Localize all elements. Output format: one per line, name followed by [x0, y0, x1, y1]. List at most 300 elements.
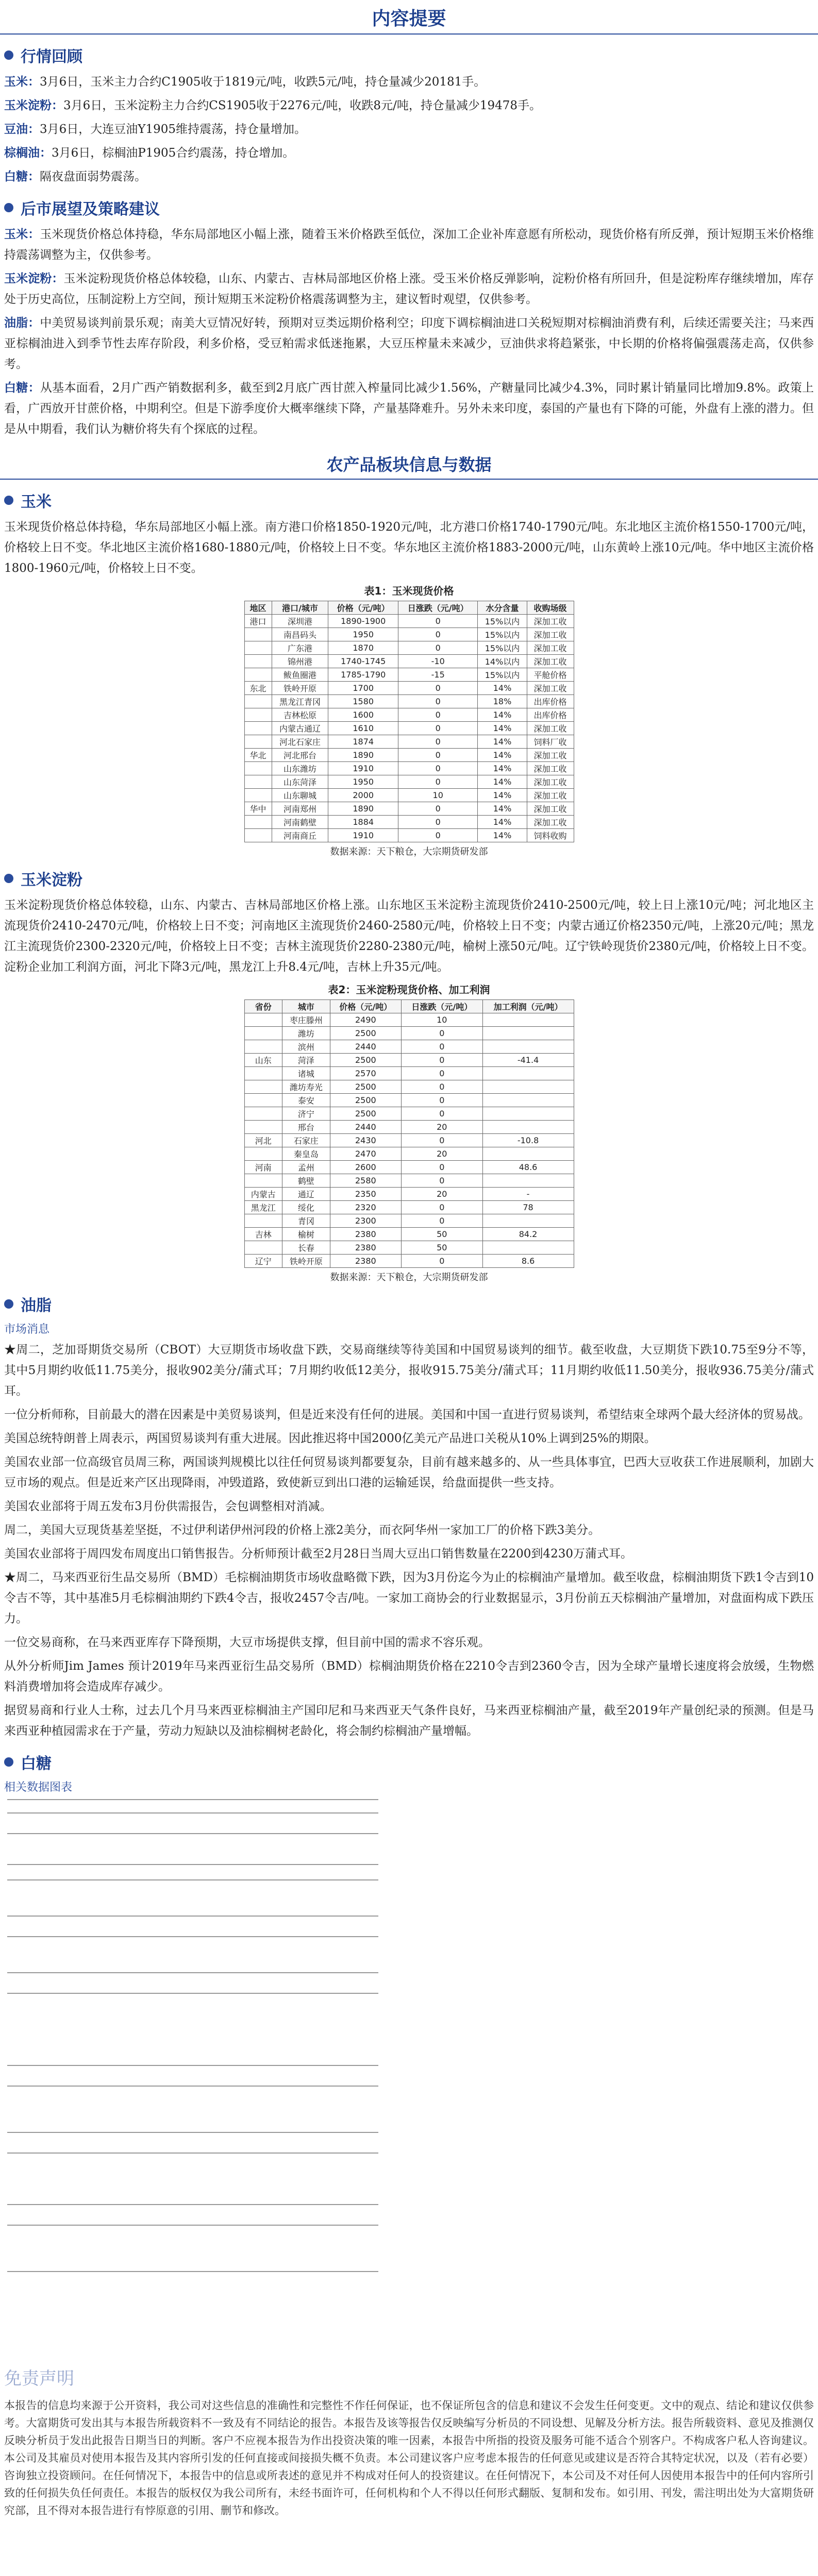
section-outlook — [4, 196, 818, 219]
table-cell: 榆树 — [282, 1228, 330, 1241]
table-cell: 秦皇岛 — [282, 1147, 330, 1161]
section-title: 玉米淀粉 — [21, 871, 82, 889]
table-cell: 20 — [402, 1121, 483, 1134]
table-cell: - — [482, 1188, 574, 1201]
table-cell: -41.4 — [482, 1054, 574, 1067]
corn-text: 玉米现货价格总体持稳，华东局部地区小幅上涨。南方港口价格1850-1920元/吨，北方港口价格1740-1790元/吨。东北地区主流价格1550-1700元/吨，价格较上日不变。华北地区主流价格1680-1880元/吨，价格较上日不变。华东地区主流价格1883-2000元/吨，山东黄岭上涨10元/吨。华中地区主流价格1800-1960元/吨，价格较上日不变。 — [4, 520, 814, 575]
table-header: 收购场级 — [527, 601, 574, 615]
table-cell: 黑龙江青冈 — [272, 695, 328, 708]
table-cell: 泰安 — [282, 1094, 330, 1107]
table-cell: 河北 — [244, 1134, 282, 1147]
starch-text: 玉米淀粉现货价格总体较稳，山东、内蒙古、吉林局部地区价格上涨。山东地区玉米淀粉主流现货价2410-2500元/吨，较上日上涨10元/吨；河北地区主流现货价2410-2470元/吨，价格较上日不变；河南地区主流现货价2460-2580元/吨，价格较上日不变；内蒙古通辽价格2350元/吨，上涨20元/吨；黑龙江主流现货价2300-2320元/吨，价格较上日不变；吉林主流现货价2280-2380元/吨，榆树上涨50元/吨。辽宁铁岭现货价2380元/吨，价格较上日不变。淀粉企业加工利润方面，河北下降3元/吨，黑龙江上升8.4元/吨，吉林上升35元/吨。 — [4, 899, 814, 974]
table-cell: 14% — [478, 708, 527, 722]
table-row — [244, 695, 574, 708]
table-cell: 0 — [402, 1094, 483, 1107]
table-cell: 铁岭开原 — [282, 1255, 330, 1268]
table-cell: 广东港 — [272, 641, 328, 655]
table-cell: 14% — [478, 722, 527, 735]
table-cell: 2500 — [330, 1080, 401, 1094]
table-cell: 山东潍坊 — [272, 762, 328, 775]
table-row — [244, 749, 574, 762]
review-item-label: 白糖： — [4, 170, 40, 183]
table-cell: 2500 — [330, 1027, 401, 1040]
review-item-body: 3月6日，大连豆油Y1905维持震荡，持仓量增加。 — [40, 123, 306, 136]
table-cell: 14% — [478, 762, 527, 775]
table-cell — [482, 1067, 574, 1080]
table-cell: 锦州港 — [272, 655, 328, 668]
table-cell: 0 — [402, 1134, 483, 1147]
table-cell: 50 — [402, 1228, 483, 1241]
table-cell — [244, 1080, 282, 1094]
table-cell: 平舱价格 — [527, 668, 574, 682]
table-row — [244, 1228, 574, 1241]
oil-paragraphs — [0, 1340, 818, 1741]
review-item — [4, 72, 814, 92]
table-row — [244, 1107, 574, 1121]
table-cell: 8.6 — [482, 1255, 574, 1268]
table-cell: 50 — [402, 1241, 483, 1255]
table-cell: 0 — [398, 682, 477, 695]
review-item — [4, 143, 814, 163]
table-cell: 1910 — [328, 762, 398, 775]
table-cell: 1890 — [328, 749, 398, 762]
table-cell: 0 — [402, 1201, 483, 1214]
table-cell — [244, 1241, 282, 1255]
outlook-list — [0, 224, 818, 439]
table-cell: 2490 — [330, 1013, 401, 1027]
table-cell: 15%以内 — [478, 668, 527, 682]
table-cell: 2500 — [330, 1054, 401, 1067]
table-cell — [244, 1147, 282, 1161]
table-cell: 0 — [398, 735, 477, 749]
table-cell: 20 — [402, 1147, 483, 1161]
table-cell — [482, 1080, 574, 1094]
table-cell: 0 — [398, 695, 477, 708]
table-cell: 深加工收 — [527, 789, 574, 802]
table-cell — [244, 1040, 282, 1054]
table-cell: 吉林松原 — [272, 708, 328, 722]
bullet-icon — [4, 1299, 13, 1309]
table-header: 港口/城市 — [272, 601, 328, 615]
table-row — [244, 682, 574, 695]
review-item — [4, 119, 814, 140]
oil-paragraph: 美国农业部将于周四发布周度出口销售报告。分析师预计截至2月28日当周大豆出口销售数量在2200到4230万蒲式耳。 — [4, 1547, 632, 1561]
table-cell: 深圳港 — [272, 615, 328, 628]
table-row — [244, 802, 574, 816]
page-title: 内容提要 — [372, 8, 446, 29]
table-cell: 18% — [478, 695, 527, 708]
table-cell: 15%以内 — [478, 615, 527, 628]
table-cell — [482, 1094, 574, 1107]
section-title: 油脂 — [21, 1297, 52, 1315]
table-cell: 14% — [478, 789, 527, 802]
table-cell: 2380 — [330, 1228, 401, 1241]
table-cell — [244, 1214, 282, 1228]
table-cell — [482, 1147, 574, 1161]
table-cell: 2380 — [330, 1241, 401, 1255]
table-cell: 1785-1790 — [328, 668, 398, 682]
table-cell — [244, 816, 272, 829]
table-cell: 济宁 — [282, 1107, 330, 1121]
oil-paragraph: ★周二，马来西亚衍生品交易所（BMD）毛棕榈油期货市场收盘略微下跌，因为3月份迄今为止的棕榈油产量增加。截至收盘，棕榈油期货下跌1令吉到10令吉不等，其中基准5月毛棕榈油期约下跌4令吉，报收2457令吉/吨。一家加工商协会的行业数据显示，3月份前五天棕榈油产量增加，对盘面构成下跌压力。 — [4, 1571, 814, 1625]
oil-paragraph: ★周二，芝加哥期货交易所（CBOT）大豆期货市场收盘下跌，交易商继续等待美国和中国贸易谈判的细节。截至收盘，大豆期货下跌10.75至9分不等，其中5月期约收低11.75美分，报收902美分/蒲式耳；7月期约收低12美分，报收915.75美分/蒲式耳；11月期约收低11.50美分，报收936.75美分/蒲式耳。 — [4, 1343, 814, 1398]
review-item — [4, 95, 814, 116]
table-cell: 10 — [398, 789, 477, 802]
table-cell: 14% — [478, 735, 527, 749]
table-cell: 2470 — [330, 1147, 401, 1161]
table-cell — [244, 1107, 282, 1121]
outlook-item-label: 白糖： — [4, 381, 40, 395]
table-cell: 潍坊寿光 — [282, 1080, 330, 1094]
table-cell: 0 — [398, 708, 477, 722]
table-cell: 邢台 — [282, 1121, 330, 1134]
table-header: 地区 — [244, 601, 272, 615]
table-cell: 0 — [402, 1214, 483, 1228]
table-cell: 鲅鱼圈港 — [272, 668, 328, 682]
table-row — [244, 816, 574, 829]
table-cell: 绥化 — [282, 1201, 330, 1214]
bullet-icon — [4, 874, 13, 883]
table-cell: 深加工收 — [527, 682, 574, 695]
sugar-subhead: 相关数据图表 — [4, 1781, 73, 1794]
table-cell: 14% — [478, 682, 527, 695]
oil-paragraph: 一位交易商称，在马来西亚库存下降预期，大豆市场提供支撑，但目前中国的需求不容乐观。 — [4, 1636, 490, 1649]
table-cell: 2300 — [330, 1214, 401, 1228]
table-cell — [482, 1121, 574, 1134]
bullet-icon — [4, 496, 13, 505]
table-cell: 0 — [398, 802, 477, 816]
table-row — [244, 1134, 574, 1147]
table-cell: 0 — [402, 1107, 483, 1121]
table-cell — [244, 789, 272, 802]
table-row — [244, 1188, 574, 1201]
table-cell: 深加工收 — [527, 749, 574, 762]
table-cell: 长春 — [282, 1241, 330, 1255]
section-corn — [4, 489, 818, 512]
table-cell: 2320 — [330, 1201, 401, 1214]
table-header: 水分含量 — [478, 601, 527, 615]
table-cell: 2600 — [330, 1161, 401, 1174]
review-item-body: 3月6日，玉米淀粉主力合约CS1905收于2276元/吨，收跌8元/吨，持仓量减少19478手。 — [63, 99, 541, 112]
table-header: 价格（元/吨） — [330, 1000, 401, 1013]
table-cell: 0 — [398, 816, 477, 829]
outlook-item — [4, 313, 814, 375]
table-cell: 2000 — [328, 789, 398, 802]
table-cell: 0 — [402, 1027, 483, 1040]
table-row — [244, 1040, 574, 1054]
outlook-item-body: 玉米现货价格总体持稳，华东局部地区小幅上涨，随着玉米价格跌至低位，深加工企业补库意愿有所松动，现货价格有所反弹，预计短期玉米价格维持震荡调整为主，仅供参考。 — [4, 228, 814, 262]
table-cell: 华北 — [244, 749, 272, 762]
table-row — [244, 762, 574, 775]
review-item-label: 玉米： — [4, 75, 40, 89]
table2-source: 数据来源：天下粮仓，大宗期货研发部 — [330, 1272, 488, 1283]
table-cell — [244, 722, 272, 735]
table-cell: 15%以内 — [478, 641, 527, 655]
table-cell: 深加工收 — [527, 722, 574, 735]
table-cell — [482, 1241, 574, 1255]
bullet-icon — [4, 50, 13, 60]
table-header: 加工利润（元/吨） — [482, 1000, 574, 1013]
table-cell: 2380 — [330, 1255, 401, 1268]
table-row — [244, 1027, 574, 1040]
table-cell: 山东 — [244, 1054, 282, 1067]
table-cell: 饲料厂收 — [527, 735, 574, 749]
table-cell — [244, 628, 272, 641]
table-header: 城市 — [282, 1000, 330, 1013]
table-cell: -15 — [398, 668, 477, 682]
sugar-data-chart — [7, 1798, 389, 2344]
disclaimer-text: 本报告的信息均来源于公开资料，我公司对这些信息的准确性和完整性不作任何保证，也不保证所包含的信息和建议不会发生任何变更。文中的观点、结论和建议仅供参考。大富期货可发出其与本报告所载资料不一致及有不同结论的报告。本报告及该等报告仅反映编写分析员的不同设想、见解及分析方法。报告所载资料、意见及推测仅反映分析员于发出此报告日期当日的判断。客户不应视本报告为作出投资决策的唯一因素，本报告中所指的投资及服务可能不适合个别客户。不构成客户私人咨询建议。本公司及其雇员对使用本报告及其内容所引发的任何直接或间接损失概不负责。本公司建议客户应考虑本报告的任何意见或建议是否符合其特定状况，以及（若有必要）咨询独立投资顾问。在任何情况下，本报告中的信息或所表述的意见并不构成对任何人的投资建议。在任何情况下，本公司及不对任何人因使用本报告中的任何内容所引致的任何损失负任何责任。本报告的版权仅为我公司所有，未经书面许可，任何机构和个人不得以任何形式翻版、复制和发布。如引用、刊发，需注明出处为大富期货研究部，且不得对本报告进行有悖原意的引用、删节和修改。 — [4, 2399, 814, 2517]
table-row — [244, 829, 574, 842]
outlook-item-body: 玉米淀粉现货价格总体较稳，山东、内蒙古、吉林局部地区价格上涨。受玉米价格反弹影响，淀粉价格有所回升，但是淀粉库存继续增加，库存处于历史高位，压制淀粉上方空间，预计短期玉米淀粉价格震荡调整为主，建议暂时观望，仅供参考。 — [4, 272, 814, 306]
table-cell: 通辽 — [282, 1188, 330, 1201]
table-cell: 深加工收 — [527, 816, 574, 829]
disclaimer-title: 免责声明 — [4, 2368, 74, 2389]
table-cell: 0 — [398, 615, 477, 628]
table-cell — [244, 708, 272, 722]
table-cell: 2440 — [330, 1121, 401, 1134]
table-cell: 20 — [402, 1188, 483, 1201]
table-cell — [244, 1174, 282, 1188]
table-cell: 2580 — [330, 1174, 401, 1188]
table-cell: 河南 — [244, 1161, 282, 1174]
table-cell: 14% — [478, 749, 527, 762]
table-cell: 0 — [402, 1067, 483, 1080]
table-row — [244, 708, 574, 722]
table-cell — [244, 762, 272, 775]
table-cell: 0 — [402, 1255, 483, 1268]
table-row — [244, 1161, 574, 1174]
table-cell: 0 — [398, 722, 477, 735]
table-cell: 山东聊城 — [272, 789, 328, 802]
table-cell: 河南鹤壁 — [272, 816, 328, 829]
table2-caption: 表2：玉米淀粉现货价格、加工利润 — [328, 984, 490, 996]
table-cell — [244, 1121, 282, 1134]
table-cell: 2350 — [330, 1188, 401, 1201]
outlook-item — [4, 224, 814, 265]
table-cell: 深加工收 — [527, 655, 574, 668]
table-row — [244, 1174, 574, 1188]
table-row — [244, 641, 574, 655]
table-row — [244, 1201, 574, 1214]
table-cell: 1700 — [328, 682, 398, 695]
table-cell — [244, 775, 272, 789]
table-row — [244, 668, 574, 682]
title-rule — [0, 33, 818, 35]
oil-subhead: 市场消息 — [4, 1323, 50, 1336]
table-cell — [244, 695, 272, 708]
section-title: 白糖 — [21, 1755, 52, 1773]
outlook-item — [4, 268, 814, 310]
table-cell: 1950 — [328, 628, 398, 641]
table-cell: 1610 — [328, 722, 398, 735]
table-row — [244, 775, 574, 789]
table-cell — [482, 1040, 574, 1054]
table-row — [244, 722, 574, 735]
table-cell: 青冈 — [282, 1214, 330, 1228]
table-cell: 78 — [482, 1201, 574, 1214]
table-cell: -10.8 — [482, 1134, 574, 1147]
table-cell: 孟州 — [282, 1161, 330, 1174]
table-cell: 14% — [478, 775, 527, 789]
table-cell: 84.2 — [482, 1228, 574, 1241]
review-item — [4, 166, 814, 187]
outlook-item-label: 玉米淀粉： — [4, 272, 64, 285]
table-cell: 2430 — [330, 1134, 401, 1147]
table-cell: 深加工收 — [527, 802, 574, 816]
table-cell: 东北 — [244, 682, 272, 695]
oil-paragraph: 一位分析师称，目前最大的潜在因素是中美贸易谈判，但是近来没有任何的进展。美国和中国一直进行贸易谈判，希望结束全球两个最大经济体的贸易战。 — [4, 1408, 810, 1421]
table-cell — [244, 829, 272, 842]
table-cell: 0 — [402, 1174, 483, 1188]
table-header: 日涨跌（元/吨） — [398, 601, 477, 615]
review-item-body: 3月6日，棕榈油P1905合约震荡，持仓增加。 — [52, 146, 295, 160]
table-row — [244, 655, 574, 668]
table-cell — [244, 1094, 282, 1107]
table-row — [244, 1214, 574, 1228]
table-cell: 饲料收购 — [527, 829, 574, 842]
table-cell: 14% — [478, 816, 527, 829]
table-cell — [482, 1013, 574, 1027]
table-header: 省份 — [244, 1000, 282, 1013]
oil-paragraph: 美国总统特朗普上周表示，两国贸易谈判有重大进展。因此推迟将中国2000亿美元产品进口关税从10%上调到25%的期限。 — [4, 1432, 656, 1445]
oil-paragraph: 据贸易商和行业人士称，过去几个月马来西亚棕榈油主产国印尼和马来西亚天气条件良好，马来西亚棕榈油产量，截至2019年产量创纪录的预测。但是马来西亚种植园需求在于产量，劳动力短缺以及油棕榈树老龄化，将会制约棕榈油产量增幅。 — [4, 1704, 814, 1738]
table-cell: 山东菏泽 — [272, 775, 328, 789]
bullet-icon — [4, 203, 13, 212]
table-row — [244, 1147, 574, 1161]
sugar-data-tables — [0, 1798, 818, 2349]
table-cell: 港口 — [244, 615, 272, 628]
oil-paragraph: 周二，美国大豆现货基差坚挺，不过伊利诺伊州河段的价格上涨2美分，而衣阿华州一家加工厂的价格下跌3美分。 — [4, 1523, 600, 1537]
table-cell: 1890 — [328, 802, 398, 816]
table-cell: 1740-1745 — [328, 655, 398, 668]
table-row — [244, 735, 574, 749]
review-list — [0, 72, 818, 187]
table-row — [244, 1255, 574, 1268]
table-row — [244, 1067, 574, 1080]
section-sugar — [4, 1751, 818, 1773]
table-row — [244, 615, 574, 628]
table-cell — [482, 1107, 574, 1121]
table-cell: 辽宁 — [244, 1255, 282, 1268]
table-cell — [244, 1027, 282, 1040]
table-cell — [244, 641, 272, 655]
table-row — [244, 1013, 574, 1027]
table-cell: 2570 — [330, 1067, 401, 1080]
table-row — [244, 1094, 574, 1107]
table-cell: 10 — [402, 1013, 483, 1027]
table-cell: 出库价格 — [527, 695, 574, 708]
table-cell: 15%以内 — [478, 628, 527, 641]
table-cell: 南昌码头 — [272, 628, 328, 641]
review-item-label: 玉米淀粉： — [4, 98, 63, 112]
table-cell: 潍坊 — [282, 1027, 330, 1040]
table-cell: 1910 — [328, 829, 398, 842]
table-cell: 深加工收 — [527, 762, 574, 775]
table-row — [244, 1080, 574, 1094]
table-cell: 0 — [398, 762, 477, 775]
table-cell — [244, 1067, 282, 1080]
table-cell: 内蒙古 — [244, 1188, 282, 1201]
table-cell: 黑龙江 — [244, 1201, 282, 1214]
table1-source: 数据来源：天下粮仓，大宗期货研发部 — [330, 846, 488, 857]
table-row — [244, 1241, 574, 1255]
table-cell: 0 — [398, 628, 477, 641]
outlook-item-body: 从基本面看，2月广西产销数据利多，截至到2月底广西甘蔗入榨量同比减少1.56%，产糖量同比减少4.3%，同时累计销量同比增加9.8%。政策上看，广西放开甘蔗价格，中期利空。但是下游季度价大概率继续下降，产量基降难升。另外未来印度，泰国的产量也有下降的可能，外盘有上涨的潜力。但是从中期看，我们认为糖价将失有个探底的过程。 — [4, 381, 814, 436]
table-cell — [244, 655, 272, 668]
review-item-body: 3月6日，玉米主力合约C1905收于1819元/吨，收跌5元/吨，持仓量减少20181手。 — [40, 75, 486, 89]
table-cell: 菏泽 — [282, 1054, 330, 1067]
section-title: 后市展望及策略建议 — [21, 200, 160, 218]
table-cell: 1950 — [328, 775, 398, 789]
table-row — [244, 1054, 574, 1067]
table-cell: 河北石家庄 — [272, 735, 328, 749]
info-rule — [0, 479, 818, 480]
table1-caption: 表1：玉米现货价格 — [364, 585, 454, 597]
table-cell: 2440 — [330, 1040, 401, 1054]
table-cell: 河北邢台 — [272, 749, 328, 762]
table-cell: 出库价格 — [527, 708, 574, 722]
table-cell — [482, 1214, 574, 1228]
table-header: 日涨跌（元/吨） — [402, 1000, 483, 1013]
table-cell: 枣庄滕州 — [282, 1013, 330, 1027]
table-cell: 0 — [402, 1161, 483, 1174]
section-title: 行情回顾 — [21, 48, 82, 66]
table-cell: 1580 — [328, 695, 398, 708]
table-cell: 深加工收 — [527, 628, 574, 641]
table-cell: 石家庄 — [282, 1134, 330, 1147]
table-cell — [244, 668, 272, 682]
table-cell: 吉林 — [244, 1228, 282, 1241]
review-item-label: 棕榈油： — [4, 146, 52, 160]
table-cell: 深加工收 — [527, 775, 574, 789]
table-cell: 1884 — [328, 816, 398, 829]
table-cell: 14% — [478, 829, 527, 842]
table-cell — [244, 735, 272, 749]
table-cell: 铁岭开原 — [272, 682, 328, 695]
outlook-item-body: 中美贸易谈判前景乐观；南美大豆情况好转，预期对豆类远期价格利空；印度下调棕榈油进口关税短期对棕榈油消费有利，后续还需要关注；马来西亚棕榈油进入到季节性去库存阶段，利多价格，受豆粕需求低迷拖累，大豆压榨量未来减少，豆油供求将趋紧张，中长期的价格将偏强震荡走高，仅供参考。 — [4, 316, 814, 371]
table-cell: 河南郑州 — [272, 802, 328, 816]
table-cell: 14%以内 — [478, 655, 527, 668]
table-row — [244, 789, 574, 802]
review-item-label: 豆油： — [4, 122, 40, 136]
bullet-icon — [4, 1757, 13, 1767]
table-cell: 1870 — [328, 641, 398, 655]
section-starch — [4, 867, 818, 890]
table-cell: 0 — [402, 1080, 483, 1094]
table-cell: 华中 — [244, 802, 272, 816]
table-cell: 滨州 — [282, 1040, 330, 1054]
outlook-item-label: 油脂： — [4, 316, 40, 330]
section-oil — [4, 1293, 818, 1315]
table-cell: 1874 — [328, 735, 398, 749]
table-cell: 0 — [398, 829, 477, 842]
table-cell: -10 — [398, 655, 477, 668]
table-cell: 0 — [398, 641, 477, 655]
table-cell: 0 — [398, 749, 477, 762]
corn-price-table — [244, 601, 574, 842]
table-cell — [482, 1027, 574, 1040]
table-cell: 内蒙古通辽 — [272, 722, 328, 735]
table-header: 价格（元/吨） — [328, 601, 398, 615]
oil-paragraph: 美国农业部将于周五发布3月份供需报告，会包调整相对消减。 — [4, 1500, 332, 1513]
table-cell: 2500 — [330, 1094, 401, 1107]
table-cell: 0 — [402, 1040, 483, 1054]
section-title: 玉米 — [21, 493, 52, 511]
table-cell — [482, 1174, 574, 1188]
starch-price-table — [244, 999, 574, 1268]
table-cell: 深加工收 — [527, 615, 574, 628]
